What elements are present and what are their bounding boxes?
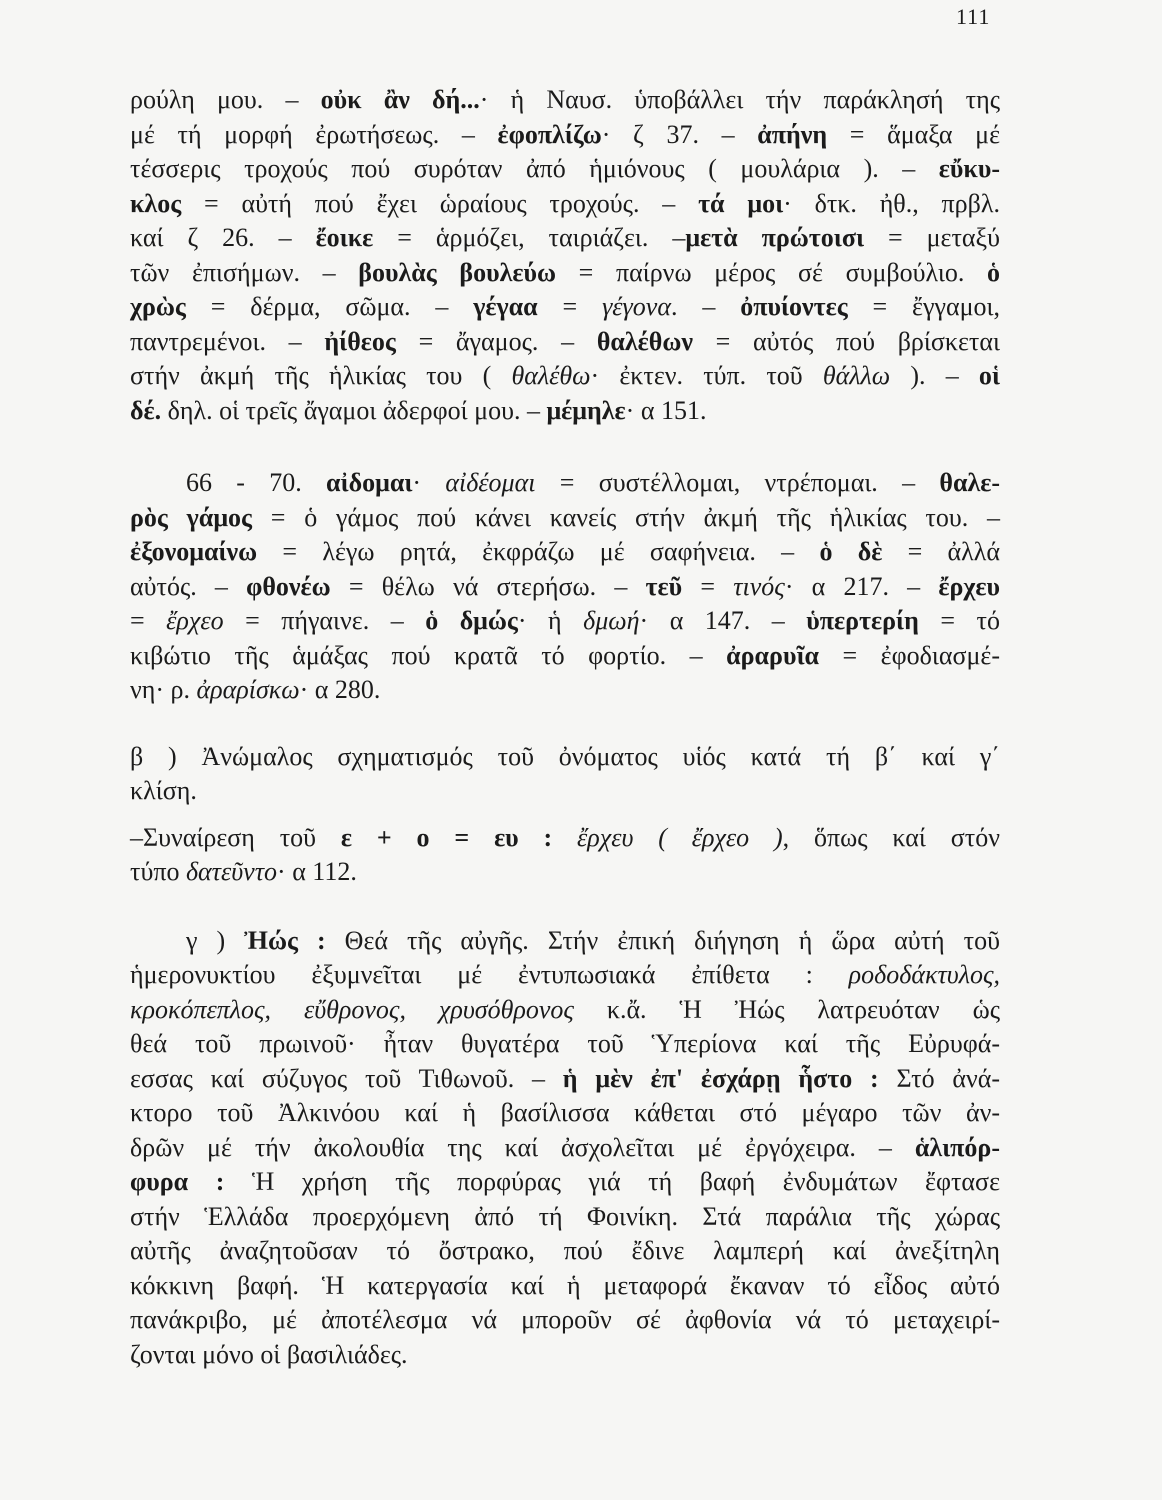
text-line: [130, 774, 1000, 809]
text-run: παντρεμένοι. –: [130, 326, 325, 356]
text-line: [130, 535, 1000, 570]
paragraph: [130, 821, 1000, 890]
lemma-term: ἁλιπόρ-: [914, 1132, 1000, 1162]
lemma-term: φθονέω: [246, 571, 331, 601]
text-run: = τό: [918, 606, 1000, 635]
lemma-term: φυρα :: [130, 1167, 225, 1196]
lemma-term: αἰδομαι: [326, 468, 413, 497]
text-run: , ὅπως καί στόν: [782, 822, 1000, 852]
text-run: = πήγαινε. –: [223, 606, 426, 635]
lemma-term: ἀραρυῖα: [726, 640, 820, 670]
page-number: 111: [956, 4, 991, 29]
text-run: β ) Ἀνώμαλος σχηματισμός τοῦ ὀνόματος υἱός κατά τή β΄ καί γ΄: [130, 741, 1000, 771]
lemma-term: ὁ δὲ: [819, 537, 883, 566]
text-line: [130, 673, 1000, 708]
text-run: . –: [671, 292, 741, 321]
text-run: τέσσερις τροχούς πού συρόταν ἀπό ἡμιόνους ( μουλάρια ). –: [130, 154, 939, 183]
text-line: [130, 570, 1000, 605]
text-run: · α 112.: [277, 857, 357, 886]
text-line: [130, 290, 1000, 325]
lemma-term: εὔκυ-: [938, 154, 1000, 183]
text-line: [130, 1027, 1000, 1062]
lemma-term: ἐξονομαίνω: [130, 537, 258, 566]
lemma-term: θαλε-: [939, 468, 1000, 497]
text-run: = αὐτή πού ἔχει ὡραίους τροχούς. –: [181, 188, 699, 218]
text-run: κόκκινη βαφή. Ἡ κατεργασία καί ἡ μεταφορά ἔκαναν τό εἶδος αὐτό: [130, 1270, 1000, 1300]
italic-form: ἀραρίσκω: [196, 675, 300, 704]
text-run: =: [130, 606, 167, 635]
text-run: = ἐφοδιασμέ-: [819, 640, 1000, 670]
text-run: · ζ 37. –: [601, 119, 758, 149]
lemma-term: ρὸς γάμος: [130, 502, 253, 532]
text-run: καί ζ 26. –: [130, 223, 316, 252]
text-line: [130, 1338, 1000, 1373]
text-line: [130, 152, 1000, 187]
text-run: = ἁρμόζει, ταιριάζει. –: [373, 223, 686, 252]
text-line: [186, 466, 1000, 501]
text-line: [130, 221, 1000, 256]
lemma-term: θαλέθων: [596, 326, 693, 356]
paragraph: [130, 466, 1000, 708]
paragraph: [130, 740, 1000, 809]
text-run: = δέρμα, σῶμα. –: [185, 292, 474, 321]
text-run: στήν ἀκμή τῆς ἡλικίας του (: [130, 361, 512, 390]
italic-form: δμωή: [583, 606, 640, 635]
text-run: στήν Ἑλλάδα προερχόμενη ἀπό τή Φοινίκη. Στά παράλια τῆς χώρας: [130, 1201, 1000, 1231]
text-line: [130, 1269, 1000, 1304]
lemma-term: χρὼς: [130, 292, 186, 321]
text-line: [130, 855, 1000, 890]
lemma-term: Ἠώς :: [244, 925, 326, 955]
text-run: νη· ρ.: [130, 675, 197, 704]
italic-form: τινός: [733, 571, 785, 601]
text-run: · α 151.: [625, 395, 707, 425]
italic-form: δατεῦντο: [185, 857, 278, 886]
text-line: [130, 394, 1000, 429]
text-run: Στό ἀνά-: [878, 1063, 1000, 1093]
lemma-term: τεῦ: [645, 571, 683, 601]
text-run: ·: [412, 468, 446, 497]
lemma-term: δέ.: [130, 395, 162, 425]
text-run: = ἄγαμος. –: [395, 326, 597, 356]
text-line: [130, 1200, 1000, 1235]
text-run: ἡμερονυκτίου ἐξυμνεῖται μέ ἐντυπωσιακά ἐπίθετα :: [130, 960, 849, 989]
text-run: δρῶν μέ τήν ἀκολουθία της καί ἀσχολεῖται μέ ἐργόχειρα. –: [130, 1132, 915, 1162]
text-line: [130, 359, 1000, 394]
text-run: πανάκριβο, μέ ἀποτέλεσμα νά μποροῦν σέ ἀφθονία νά τό μεταχειρί-: [130, 1305, 1000, 1334]
text-line: [130, 1165, 1000, 1200]
text-line: [130, 993, 1000, 1028]
lemma-term: γέγαα: [473, 292, 538, 321]
text-run: ρούλη μου. –: [130, 85, 321, 114]
italic-form: ροδοδάκτυλος,: [848, 960, 1000, 989]
text-run: τῶν ἐπισήμων. –: [130, 257, 359, 287]
italic-form: γέγονα: [602, 292, 671, 321]
text-run: · δτκ. ἠθ., πρβλ.: [783, 188, 1000, 218]
text-line: [186, 924, 1000, 959]
text-run: · α 217. –: [784, 571, 939, 601]
text-run: =: [682, 571, 734, 601]
text-line: [130, 1096, 1000, 1131]
italic-form: ἔρχεο: [166, 606, 224, 635]
lemma-term: ἔοικε: [315, 223, 374, 252]
text-run: εσσας καί σύζυγος τοῦ Τιθωνοῦ. –: [130, 1063, 563, 1093]
lemma-term: ε + ο = ευ :: [340, 822, 553, 852]
italic-form: θάλλω: [822, 361, 891, 390]
lemma-term: ὑπερτερίη: [806, 606, 919, 635]
text-line: [130, 1062, 1000, 1097]
text-line: [130, 604, 1000, 639]
text-run: = αὐτός πού βρίσκεται: [692, 326, 1000, 356]
text-run: · α 280.: [299, 675, 381, 704]
text-run: = ἀλλά: [882, 537, 1000, 566]
text-line: [130, 501, 1000, 536]
lemma-term: οὐκ ἂν δή...: [320, 85, 480, 114]
text-run: · α 147. –: [639, 606, 807, 635]
lemma-term: μετὰ πρώτοισι: [685, 223, 865, 252]
lemma-term: τά μοι: [698, 188, 784, 218]
text-line: [130, 958, 1000, 993]
text-run: κλίση.: [130, 776, 197, 805]
text-line: [130, 1303, 1000, 1338]
text-line: [130, 1234, 1000, 1269]
lemma-term: βουλὰς βουλεύω: [358, 257, 556, 287]
text-line: [130, 187, 1000, 222]
text-run: =: [537, 292, 603, 321]
text-line: [130, 256, 1000, 291]
text-run: αὐτός. –: [130, 571, 247, 601]
lemma-term: ὁ: [987, 257, 1000, 287]
text-run: Ἡ χρήση τῆς πορφύρας γιά τή βαφή ἐνδυμάτων ἔφτασε: [224, 1167, 1000, 1196]
paragraph: [130, 924, 1000, 1373]
italic-form: αἰδέομαι: [445, 468, 536, 497]
text-run: = συστέλλομαι, ντρέπομαι. –: [535, 468, 940, 497]
text-run: = παίρνω μέρος σέ συμβούλιο.: [555, 257, 987, 287]
lemma-term: ἐφοπλίζω: [497, 119, 602, 149]
page-body-text: [130, 83, 1000, 1372]
lemma-term: ἡ μὲν ἐπ' ἐσχάρῃ ἧστο :: [562, 1063, 879, 1093]
text-run: ). –: [890, 361, 979, 390]
text-run: κτορο τοῦ Ἀλκινόου καί ἡ βασίλισσα κάθεται στό μέγαρο τῶν ἀν-: [130, 1098, 1000, 1127]
paragraph: [130, 83, 1000, 428]
text-run: τύπο: [130, 857, 186, 886]
text-run: γ ): [186, 925, 245, 955]
text-run: · ἐκτεν. τύπ. τοῦ: [590, 361, 823, 390]
text-run: μέ τή μορφή ἐρωτήσεως. –: [130, 119, 498, 149]
text-run: ζονται μόνο οἱ βασιλιάδες.: [130, 1339, 408, 1369]
text-line: [130, 821, 1000, 856]
text-run: αὐτῆς ἀναζητοῦσαν τό ὄστρακο, πού ἔδινε λαμπερή καί ἀνεξίτηλη: [130, 1236, 1000, 1265]
text-line: [130, 118, 1000, 153]
text-run: θεά τοῦ πρωινοῦ· ἦταν θυγατέρα τοῦ Ὑπερίονα καί τῆς Εὐρυφά-: [130, 1029, 1000, 1058]
text-line: [130, 740, 1000, 775]
italic-form: θαλέθω: [511, 361, 591, 390]
italic-form: κροκόπεπλος, εὔθρονος, χρυσόθρονος: [130, 994, 574, 1024]
text-run: Θεά τῆς αὐγῆς. Στήν ἐπική διήγηση ἡ ὥρα αὐτή τοῦ: [325, 925, 1000, 955]
lemma-term: ὀπυίοντες: [740, 292, 848, 321]
text-run: = θέλω νά στερήσω. –: [330, 571, 646, 601]
lemma-term: ὁ δμώς: [425, 606, 518, 635]
text-run: · ἡ: [517, 606, 584, 635]
text-run: 66 - 70.: [186, 468, 327, 497]
text-line: [130, 639, 1000, 674]
text-line: [130, 83, 1000, 118]
text-run: δηλ. οἱ τρεῖς ἄγαμοι ἀδερφοί μου. –: [161, 395, 547, 425]
text-run: · ἡ Ναυσ. ὑποβάλλει τήν παράκλησή της: [479, 85, 1000, 114]
lemma-term: ἔρχευ: [938, 571, 1001, 601]
text-run: = ἔγγαμοι,: [847, 292, 1001, 321]
lemma-term: ἀπήνη: [757, 119, 828, 149]
text-run: –Συναίρεση τοῦ: [130, 822, 341, 852]
text-run: [552, 823, 577, 852]
text-run: = λέγω ρητά, ἐκφράζω μέ σαφήνεια. –: [257, 537, 820, 566]
text-run: = ὁ γάμος πού κάνει κανείς στήν ἀκμή τῆς ἡλικίας του. –: [252, 502, 1000, 532]
text-run: κ.ἄ. Ἡ Ἠώς λατρευόταν ὡς: [573, 994, 1000, 1024]
lemma-term: οἱ: [978, 361, 1000, 390]
text-line: [130, 1131, 1000, 1166]
lemma-term: κλος: [130, 188, 182, 218]
text-line: [130, 325, 1000, 360]
lemma-term: ἠίθεος: [324, 326, 396, 356]
text-run: = μεταξύ: [864, 223, 1001, 252]
italic-form: ἔρχευ ( ἔρχεο ): [577, 822, 783, 852]
text-run: = ἅμαξα μέ: [827, 119, 1000, 149]
text-run: κιβώτιο τῆς ἁμάξας πού κρατᾶ τό φορτίο. –: [130, 640, 727, 670]
lemma-term: μέμηλε: [546, 395, 626, 425]
